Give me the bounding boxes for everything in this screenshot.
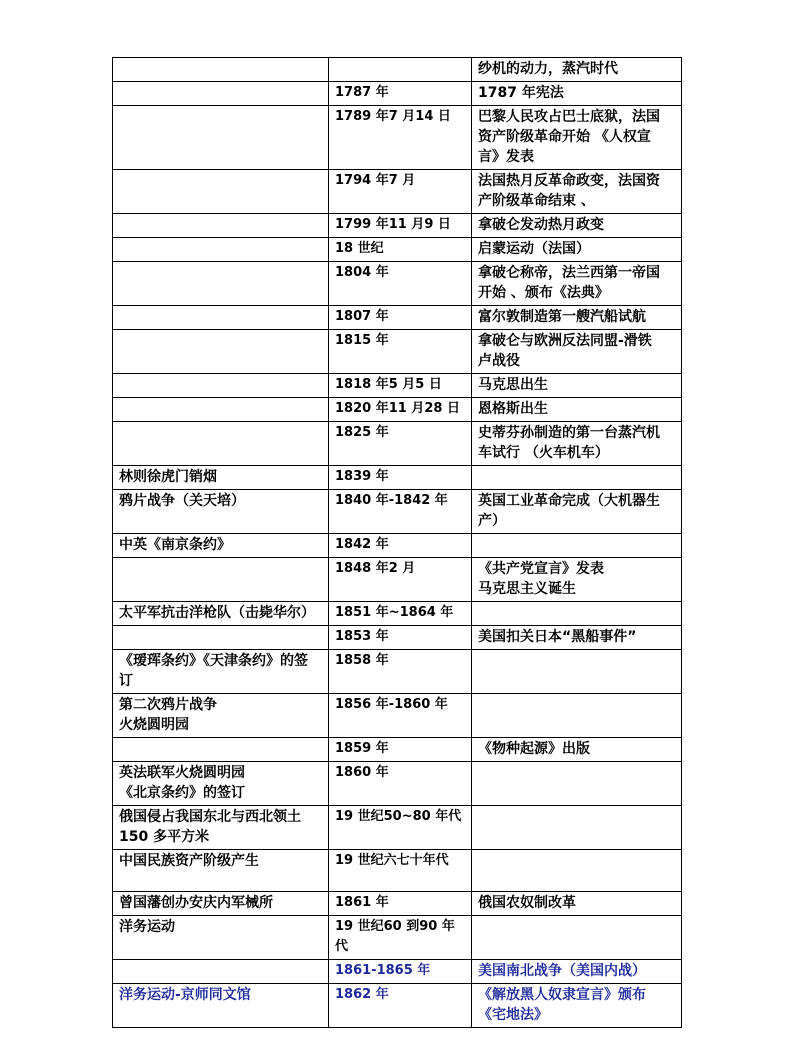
- event-world-cell: [472, 916, 682, 960]
- event-china-cell: [113, 762, 329, 806]
- event-china-cell: [113, 738, 329, 762]
- cell-text-line: 美国扣关日本“黑船事件”: [478, 629, 637, 645]
- cell-text-line: 美国南北战争（美国内战）: [478, 963, 646, 979]
- cell-text-line: 19 世纪50~80 年代: [335, 809, 462, 824]
- table-row: [113, 330, 682, 374]
- date-cell: [329, 626, 472, 650]
- cell-text-line: 拿破仑与欧洲反法同盟-滑铁: [478, 333, 652, 349]
- event-world-cell: [472, 398, 682, 422]
- cell-text-line: 曾国藩创办安庆内军械所: [119, 895, 273, 911]
- event-china-cell: [113, 374, 329, 398]
- event-world-cell: [472, 558, 682, 602]
- table-row: [113, 626, 682, 650]
- event-world-cell: [472, 490, 682, 534]
- cell-text-line: 洋务运动: [119, 919, 175, 935]
- cell-text-line: 《物种起源》出版: [478, 741, 590, 757]
- event-world-cell: [472, 738, 682, 762]
- date-cell: [329, 762, 472, 806]
- date-cell: [329, 422, 472, 466]
- event-china-cell: [113, 82, 329, 106]
- cell-text-line: 1853 年: [335, 629, 389, 644]
- cell-text-line: 1859 年: [335, 741, 389, 756]
- event-china-cell: [113, 262, 329, 306]
- cell-text-line: 拿破仑称帝，法兰西第一帝国: [478, 265, 660, 281]
- event-china-cell: [113, 330, 329, 374]
- event-world-cell: [472, 466, 682, 490]
- table-row: [113, 238, 682, 262]
- cell-text-line: 产）: [478, 513, 506, 529]
- event-china-cell: [113, 490, 329, 534]
- event-china-cell: [113, 398, 329, 422]
- table-row: [113, 398, 682, 422]
- cell-text-line: 资产阶级革命开始 《人权宣: [478, 129, 651, 145]
- date-cell: [329, 984, 472, 1028]
- cell-text-line: 1818 年5 月5 日: [335, 377, 442, 392]
- cell-text-line: 1820 年11 月28 日: [335, 401, 460, 416]
- cell-text-line: 1807 年: [335, 309, 389, 324]
- date-cell: [329, 238, 472, 262]
- cell-text-line: 洋务运动-京师同文馆: [119, 987, 251, 1003]
- date-cell: [329, 650, 472, 694]
- cell-text-line: 中国民族资产阶级产生: [119, 853, 259, 869]
- table-row: [113, 850, 682, 892]
- date-cell: [329, 106, 472, 170]
- event-china-cell: [113, 806, 329, 850]
- cell-text-line: 1860 年: [335, 765, 389, 780]
- event-china-cell: [113, 892, 329, 916]
- cell-text-line: 史蒂芬孙制造的第一台蒸汽机: [478, 425, 660, 441]
- cell-text-line: 1856 年-1860 年: [335, 697, 448, 712]
- table-row: [113, 762, 682, 806]
- table-row: [113, 602, 682, 626]
- cell-text-line: 1861-1865 年: [335, 963, 431, 978]
- timeline-table: [112, 57, 682, 1028]
- date-cell: [329, 214, 472, 238]
- date-cell: [329, 916, 472, 960]
- date-cell: [329, 170, 472, 214]
- table-row: [113, 374, 682, 398]
- cell-text-line: 法国热月反革命政变，法国资: [478, 173, 660, 189]
- timeline-table-body: [113, 58, 682, 1028]
- cell-text-line: 1794 年7 月: [335, 173, 416, 188]
- cell-text-line: 1799 年11 月9 日: [335, 217, 451, 232]
- cell-text-line: 19 世纪60 到90 年: [335, 919, 455, 934]
- cell-text-line: 鸦片战争（关天培）: [119, 493, 245, 509]
- cell-text-line: 车试行 （火车机车）: [478, 445, 609, 461]
- event-world-cell: [472, 762, 682, 806]
- event-china-cell: [113, 106, 329, 170]
- cell-text-line: 代: [335, 939, 349, 954]
- cell-text-line: 1858 年: [335, 653, 389, 668]
- date-cell: [329, 892, 472, 916]
- table-row: [113, 466, 682, 490]
- event-world-cell: [472, 262, 682, 306]
- table-row: [113, 694, 682, 738]
- cell-text-line: 《瑷珲条约》《天津条约》的签: [119, 653, 308, 669]
- cell-text-line: 启蒙运动（法国）: [478, 241, 590, 257]
- event-china-cell: [113, 694, 329, 738]
- cell-text-line: 1862 年: [335, 987, 389, 1002]
- event-world-cell: [472, 422, 682, 466]
- cell-text-line: 1789 年7 月14 日: [335, 109, 451, 124]
- cell-text-line: 恩格斯出生: [478, 401, 548, 417]
- date-cell: [329, 262, 472, 306]
- table-row: [113, 558, 682, 602]
- event-world-cell: [472, 892, 682, 916]
- date-cell: [329, 306, 472, 330]
- cell-text-line: 马克思主义诞生: [478, 581, 576, 597]
- event-china-cell: [113, 960, 329, 984]
- event-china-cell: [113, 534, 329, 558]
- table-row: [113, 262, 682, 306]
- cell-text-line: 18 世纪: [335, 241, 384, 256]
- event-china-cell: [113, 58, 329, 82]
- cell-text-line: 1842 年: [335, 537, 389, 552]
- cell-text-line: 1787 年宪法: [478, 85, 564, 101]
- cell-text-line: 1840 年-1842 年: [335, 493, 448, 508]
- event-china-cell: [113, 916, 329, 960]
- event-world-cell: [472, 806, 682, 850]
- cell-text-line: 150 多平方米: [119, 829, 210, 845]
- table-row: [113, 214, 682, 238]
- cell-text-line: 19 世纪六七十年代: [335, 853, 449, 868]
- table-row: [113, 170, 682, 214]
- cell-text-line: 英法联军火烧圆明园: [119, 765, 245, 781]
- table-row: [113, 58, 682, 82]
- cell-text-line: 拿破仑发动热月政变: [478, 217, 604, 233]
- event-china-cell: [113, 306, 329, 330]
- cell-text-line: 1839 年: [335, 469, 389, 484]
- cell-text-line: 《宅地法》: [478, 1007, 548, 1023]
- event-china-cell: [113, 422, 329, 466]
- event-china-cell: [113, 626, 329, 650]
- table-row: [113, 650, 682, 694]
- cell-text-line: 《共产党宣言》发表: [478, 561, 604, 577]
- event-world-cell: [472, 626, 682, 650]
- event-world-cell: [472, 238, 682, 262]
- date-cell: [329, 558, 472, 602]
- cell-text-line: 1861 年: [335, 895, 389, 910]
- event-world-cell: [472, 850, 682, 892]
- cell-text-line: 卢战役: [478, 353, 520, 369]
- cell-text-line: 产阶级革命结束 、: [478, 193, 595, 209]
- date-cell: [329, 534, 472, 558]
- cell-text-line: 富尔敦制造第一艘汽船试航: [478, 309, 646, 325]
- cell-text-line: 《解放黑人奴隶宣言》颁布: [478, 987, 646, 1003]
- cell-text-line: 中英《南京条约》: [119, 537, 231, 553]
- table-row: [113, 738, 682, 762]
- event-world-cell: [472, 984, 682, 1028]
- cell-text-line: 林则徐虎门销烟: [119, 469, 217, 485]
- cell-text-line: 言》发表: [478, 149, 534, 165]
- cell-text-line: 1848 年2 月: [335, 561, 416, 576]
- event-china-cell: [113, 170, 329, 214]
- cell-text-line: 订: [119, 673, 133, 689]
- date-cell: [329, 806, 472, 850]
- table-row: [113, 422, 682, 466]
- event-world-cell: [472, 602, 682, 626]
- table-row: [113, 106, 682, 170]
- event-china-cell: [113, 558, 329, 602]
- cell-text-line: 英国工业革命完成（大机器生: [478, 493, 660, 509]
- date-cell: [329, 694, 472, 738]
- date-cell: [329, 374, 472, 398]
- table-row: [113, 960, 682, 984]
- cell-text-line: 俄国侵占我国东北与西北领土: [119, 809, 301, 825]
- event-world-cell: [472, 374, 682, 398]
- cell-text-line: 火烧圆明园: [119, 717, 189, 733]
- event-world-cell: [472, 58, 682, 82]
- event-world-cell: [472, 214, 682, 238]
- date-cell: [329, 490, 472, 534]
- table-row: [113, 490, 682, 534]
- table-row: [113, 806, 682, 850]
- cell-text-line: 巴黎人民攻占巴士底狱，法国: [478, 109, 660, 125]
- table-row: [113, 892, 682, 916]
- event-china-cell: [113, 466, 329, 490]
- event-china-cell: [113, 984, 329, 1028]
- event-world-cell: [472, 106, 682, 170]
- cell-text-line: 1815 年: [335, 333, 389, 348]
- table-row: [113, 984, 682, 1028]
- date-cell: [329, 398, 472, 422]
- event-world-cell: [472, 170, 682, 214]
- date-cell: [329, 960, 472, 984]
- table-row: [113, 306, 682, 330]
- date-cell: [329, 602, 472, 626]
- date-cell: [329, 850, 472, 892]
- event-world-cell: [472, 694, 682, 738]
- event-china-cell: [113, 602, 329, 626]
- event-china-cell: [113, 650, 329, 694]
- event-world-cell: [472, 330, 682, 374]
- cell-text-line: 《北京条约》的签订: [119, 785, 245, 801]
- event-china-cell: [113, 214, 329, 238]
- event-world-cell: [472, 534, 682, 558]
- event-world-cell: [472, 82, 682, 106]
- event-world-cell: [472, 306, 682, 330]
- table-row: [113, 916, 682, 960]
- cell-text-line: 开始 、颁布《法典》: [478, 285, 609, 301]
- date-cell: [329, 466, 472, 490]
- date-cell: [329, 738, 472, 762]
- cell-text-line: 1787 年: [335, 85, 389, 100]
- cell-text-line: 1804 年: [335, 265, 389, 280]
- date-cell: [329, 330, 472, 374]
- event-china-cell: [113, 238, 329, 262]
- cell-text-line: 纱机的动力，蒸汽时代: [478, 61, 618, 77]
- cell-text-line: 俄国农奴制改革: [478, 895, 576, 911]
- cell-text-line: 太平军抗击洋枪队（击毙华尔）: [119, 605, 315, 621]
- cell-text-line: 1851 年~1864 年: [335, 605, 454, 620]
- date-cell: [329, 82, 472, 106]
- event-china-cell: [113, 850, 329, 892]
- table-row: [113, 534, 682, 558]
- event-world-cell: [472, 960, 682, 984]
- cell-text-line: 马克思出生: [478, 377, 548, 393]
- table-row: [113, 82, 682, 106]
- cell-text-line: 第二次鸦片战争: [119, 697, 217, 713]
- cell-text-line: 1825 年: [335, 425, 389, 440]
- date-cell: [329, 58, 472, 82]
- event-world-cell: [472, 650, 682, 694]
